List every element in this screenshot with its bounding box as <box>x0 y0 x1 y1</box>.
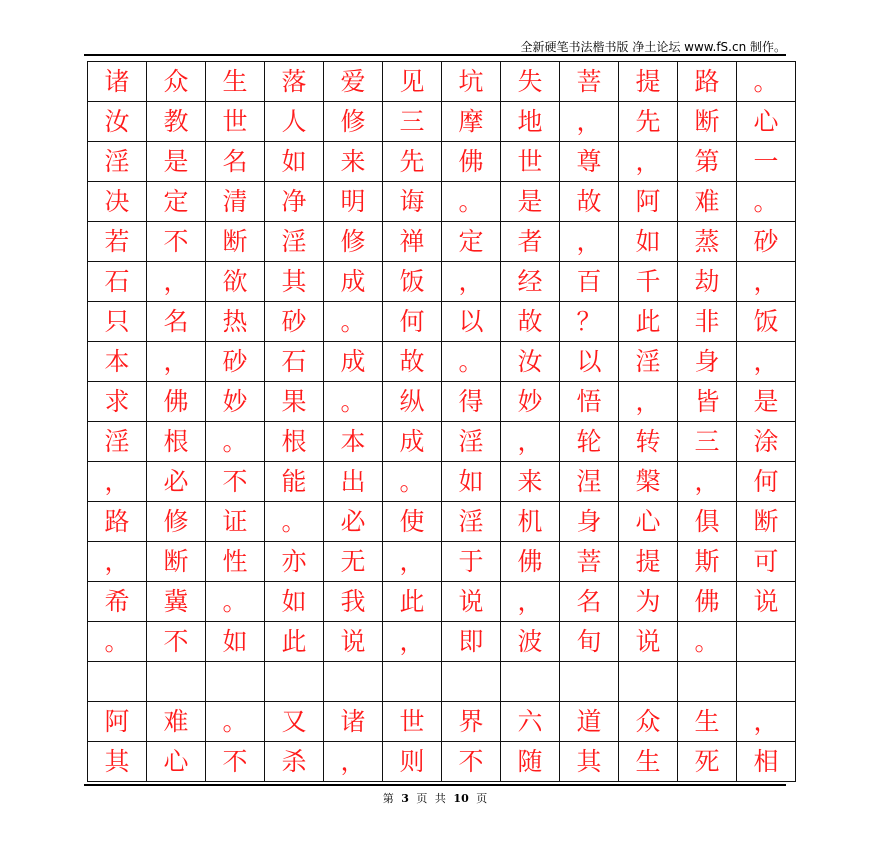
grid-cell: 妙 <box>206 382 265 422</box>
grid-cell: 性 <box>206 542 265 582</box>
grid-cell: 如 <box>265 142 324 182</box>
grid-cell: ， <box>737 342 796 382</box>
grid-cell: 失 <box>501 62 560 102</box>
grid-cell: 故 <box>501 302 560 342</box>
grid-cell: 此 <box>383 582 442 622</box>
grid-cell: 心 <box>737 102 796 142</box>
grid-cell: 机 <box>501 502 560 542</box>
grid-cell: 众 <box>619 702 678 742</box>
grid-cell <box>206 662 265 702</box>
grid-cell: 尊 <box>560 142 619 182</box>
grid-cell: ， <box>619 142 678 182</box>
grid-cell: 身 <box>678 342 737 382</box>
grid-row <box>88 302 796 342</box>
grid-cell: 经 <box>501 262 560 302</box>
grid-cell: 波 <box>501 622 560 662</box>
grid-cell: 证 <box>206 502 265 542</box>
grid-cell: 明 <box>324 182 383 222</box>
grid-cell: 只 <box>88 302 147 342</box>
grid-cell: 坑 <box>442 62 501 102</box>
grid-cell: 转 <box>619 422 678 462</box>
grid-cell: 道 <box>560 702 619 742</box>
grid-cell: 本 <box>88 342 147 382</box>
grid-cell <box>442 662 501 702</box>
grid-row <box>88 582 796 622</box>
grid-cell: 旬 <box>560 622 619 662</box>
grid-cell: 菩 <box>560 542 619 582</box>
grid-cell: 修 <box>324 222 383 262</box>
grid-cell: ， <box>383 622 442 662</box>
grid-cell: 砂 <box>737 222 796 262</box>
calligraphy-grid <box>87 61 796 782</box>
grid-cell: 能 <box>265 462 324 502</box>
grid-cell: 路 <box>678 62 737 102</box>
page-header: 全新硬笔书法楷书版 净土论坛 www.fS.cn 制作。 <box>520 40 786 54</box>
grid-cell: 。 <box>88 622 147 662</box>
grid-cell: ， <box>383 542 442 582</box>
grid-cell: 死 <box>678 742 737 782</box>
grid-cell: 纵 <box>383 382 442 422</box>
grid-cell: 此 <box>265 622 324 662</box>
grid-cell: 杀 <box>265 742 324 782</box>
grid-cell: 随 <box>501 742 560 782</box>
grid-cell: 。 <box>383 462 442 502</box>
grid-cell: 淫 <box>88 422 147 462</box>
grid-cell: 热 <box>206 302 265 342</box>
grid-cell: 心 <box>619 502 678 542</box>
grid-cell: 故 <box>560 182 619 222</box>
grid-cell <box>560 662 619 702</box>
grid-cell: 路 <box>88 502 147 542</box>
grid-cell: 求 <box>88 382 147 422</box>
grid-row <box>88 182 796 222</box>
grid-cell: ， <box>560 102 619 142</box>
grid-cell: 如 <box>206 622 265 662</box>
grid-row <box>88 742 796 782</box>
footer-suffix: 页 <box>476 792 488 805</box>
grid-cell: 砂 <box>206 342 265 382</box>
grid-cell: 断 <box>678 102 737 142</box>
grid-cell: 不 <box>206 742 265 782</box>
footer-middle: 页 共 <box>416 792 446 805</box>
grid-cell: 欲 <box>206 262 265 302</box>
grid-cell: ， <box>737 262 796 302</box>
grid-cell: 是 <box>501 182 560 222</box>
grid-cell: 为 <box>619 582 678 622</box>
grid-cell: 根 <box>265 422 324 462</box>
grid-cell: 提 <box>619 542 678 582</box>
grid-cell: 故 <box>383 342 442 382</box>
grid-cell: 来 <box>324 142 383 182</box>
grid-cell <box>147 662 206 702</box>
grid-cell: 六 <box>501 702 560 742</box>
grid-cell: 淫 <box>619 342 678 382</box>
grid-cell: 定 <box>147 182 206 222</box>
grid-cell: 阿 <box>619 182 678 222</box>
grid-cell: 其 <box>265 262 324 302</box>
grid-cell: 一 <box>737 142 796 182</box>
grid-cell: 亦 <box>265 542 324 582</box>
grid-row <box>88 422 796 462</box>
grid-cell: 佛 <box>501 542 560 582</box>
grid-cell: 断 <box>147 542 206 582</box>
grid-cell: 根 <box>147 422 206 462</box>
grid-cell: ， <box>442 262 501 302</box>
grid-cell: 其 <box>88 742 147 782</box>
grid-cell: 决 <box>88 182 147 222</box>
grid-cell: 汝 <box>501 342 560 382</box>
grid-cell: 饭 <box>383 262 442 302</box>
grid-cell: 先 <box>383 142 442 182</box>
grid-cell: 见 <box>383 62 442 102</box>
grid-cell: ， <box>88 542 147 582</box>
grid-cell <box>678 662 737 702</box>
grid-cell: 以 <box>560 342 619 382</box>
grid-cell: 摩 <box>442 102 501 142</box>
grid-cell: 名 <box>206 142 265 182</box>
grid-cell: 落 <box>265 62 324 102</box>
grid-cell: 于 <box>442 542 501 582</box>
grid-cell: 菩 <box>560 62 619 102</box>
grid-row <box>88 102 796 142</box>
grid-cell: 如 <box>619 222 678 262</box>
grid-cell: 定 <box>442 222 501 262</box>
grid-cell: ， <box>88 462 147 502</box>
grid-cell: 即 <box>442 622 501 662</box>
page-footer <box>84 790 786 806</box>
grid-cell: 皆 <box>678 382 737 422</box>
grid-cell: 成 <box>383 422 442 462</box>
grid-row <box>88 142 796 182</box>
grid-cell: 不 <box>147 222 206 262</box>
grid-cell: 生 <box>619 742 678 782</box>
grid-cell: 人 <box>265 102 324 142</box>
grid-cell: 佛 <box>147 382 206 422</box>
grid-cell: ， <box>560 222 619 262</box>
grid-row <box>88 382 796 422</box>
grid-row <box>88 622 796 662</box>
grid-row <box>88 502 796 542</box>
grid-cell: 清 <box>206 182 265 222</box>
grid-cell: 说 <box>737 582 796 622</box>
grid-cell: 不 <box>147 622 206 662</box>
grid-cell: 何 <box>737 462 796 502</box>
grid-cell: 砂 <box>265 302 324 342</box>
grid-cell: 者 <box>501 222 560 262</box>
grid-cell: 世 <box>501 142 560 182</box>
grid-cell: 相 <box>737 742 796 782</box>
grid-cell: 名 <box>147 302 206 342</box>
grid-cell: 槃 <box>619 462 678 502</box>
grid-cell: 禅 <box>383 222 442 262</box>
grid-cell: 石 <box>88 262 147 302</box>
grid-cell: 说 <box>619 622 678 662</box>
grid-cell: 无 <box>324 542 383 582</box>
grid-cell: 则 <box>383 742 442 782</box>
grid-cell: 淫 <box>265 222 324 262</box>
grid-cell: 出 <box>324 462 383 502</box>
grid-cell: 界 <box>442 702 501 742</box>
grid-row <box>88 62 796 102</box>
grid-cell: 是 <box>147 142 206 182</box>
grid-cell: 修 <box>324 102 383 142</box>
grid-cell: 说 <box>324 622 383 662</box>
grid-cell: 俱 <box>678 502 737 542</box>
grid-cell: 名 <box>560 582 619 622</box>
grid-cell: 劫 <box>678 262 737 302</box>
grid-cell: 诸 <box>324 702 383 742</box>
grid-cell: 。 <box>737 62 796 102</box>
grid-cell: 斯 <box>678 542 737 582</box>
grid-cell: 。 <box>265 502 324 542</box>
grid-row <box>88 462 796 502</box>
grid-cell <box>619 662 678 702</box>
grid-cell: ， <box>678 462 737 502</box>
grid-cell: 断 <box>206 222 265 262</box>
grid-cell: 希 <box>88 582 147 622</box>
grid-cell: 。 <box>442 342 501 382</box>
grid-cell: 心 <box>147 742 206 782</box>
grid-cell: 来 <box>501 462 560 502</box>
grid-cell: 如 <box>265 582 324 622</box>
grid-cell: 提 <box>619 62 678 102</box>
grid-cell: 世 <box>383 702 442 742</box>
grid-cell: 。 <box>206 422 265 462</box>
grid-cell: 涂 <box>737 422 796 462</box>
grid-cell: 悟 <box>560 382 619 422</box>
grid-cell: 成 <box>324 262 383 302</box>
grid-cell: 教 <box>147 102 206 142</box>
grid-cell: 若 <box>88 222 147 262</box>
grid-cell: 。 <box>678 622 737 662</box>
grid-cell <box>383 662 442 702</box>
grid-cell: ， <box>619 382 678 422</box>
grid-cell: 千 <box>619 262 678 302</box>
grid-cell: ， <box>324 742 383 782</box>
grid-cell: 淫 <box>88 142 147 182</box>
grid-cell: 净 <box>265 182 324 222</box>
grid-cell: 断 <box>737 502 796 542</box>
grid-cell: ， <box>501 422 560 462</box>
grid-cell: 阿 <box>88 702 147 742</box>
grid-cell: 妙 <box>501 382 560 422</box>
grid-cell: 以 <box>442 302 501 342</box>
grid-cell: 涅 <box>560 462 619 502</box>
grid-cell: 修 <box>147 502 206 542</box>
grid-cell: 汝 <box>88 102 147 142</box>
grid-cell: ， <box>147 342 206 382</box>
grid-cell: 难 <box>147 702 206 742</box>
grid-cell: 。 <box>324 382 383 422</box>
grid-cell: 果 <box>265 382 324 422</box>
grid-cell: 饭 <box>737 302 796 342</box>
grid-cell: 是 <box>737 382 796 422</box>
grid-row <box>88 542 796 582</box>
grid-cell: 佛 <box>442 142 501 182</box>
grid-row <box>88 222 796 262</box>
grid-cell: 蒸 <box>678 222 737 262</box>
footer-prefix: 第 <box>382 792 394 805</box>
grid-cell: 难 <box>678 182 737 222</box>
total-pages-number: 10 <box>453 792 469 805</box>
grid-cell: 身 <box>560 502 619 542</box>
grid-cell: 爱 <box>324 62 383 102</box>
grid-cell <box>737 622 796 662</box>
grid-cell: ， <box>737 702 796 742</box>
grid-cell: 生 <box>206 62 265 102</box>
footer-rule <box>84 784 786 786</box>
grid-row <box>88 262 796 302</box>
grid-cell: 必 <box>147 462 206 502</box>
grid-cell: ， <box>147 262 206 302</box>
grid-cell: 淫 <box>442 502 501 542</box>
grid-cell: 佛 <box>678 582 737 622</box>
grid-cell: 生 <box>678 702 737 742</box>
grid-cell <box>324 662 383 702</box>
grid-cell: ， <box>501 582 560 622</box>
grid-cell: 得 <box>442 382 501 422</box>
grid-row <box>88 342 796 382</box>
grid-cell <box>88 662 147 702</box>
grid-cell: 先 <box>619 102 678 142</box>
grid-cell: 何 <box>383 302 442 342</box>
grid-cell: 说 <box>442 582 501 622</box>
grid-cell: 众 <box>147 62 206 102</box>
grid-cell: 百 <box>560 262 619 302</box>
grid-cell: 地 <box>501 102 560 142</box>
grid-cell: 此 <box>619 302 678 342</box>
grid-cell: 使 <box>383 502 442 542</box>
grid-cell: 石 <box>265 342 324 382</box>
grid-cell: 本 <box>324 422 383 462</box>
grid-cell: 。 <box>737 182 796 222</box>
grid-cell: 非 <box>678 302 737 342</box>
grid-cell: 。 <box>206 702 265 742</box>
grid-cell <box>265 662 324 702</box>
grid-cell: 第 <box>678 142 737 182</box>
grid-row <box>88 702 796 742</box>
grid-cell: 三 <box>383 102 442 142</box>
grid-cell: 我 <box>324 582 383 622</box>
grid-cell: 不 <box>206 462 265 502</box>
grid-cell: 冀 <box>147 582 206 622</box>
grid-row <box>88 662 796 702</box>
grid-cell: 又 <box>265 702 324 742</box>
grid-cell: 世 <box>206 102 265 142</box>
grid-cell: 成 <box>324 342 383 382</box>
current-page-number: 3 <box>401 792 409 805</box>
header-rule <box>84 54 786 56</box>
grid-cell: 诲 <box>383 182 442 222</box>
grid-cell: 淫 <box>442 422 501 462</box>
grid-cell: 必 <box>324 502 383 542</box>
grid-cell: 。 <box>324 302 383 342</box>
grid-cell: 不 <box>442 742 501 782</box>
grid-cell: 可 <box>737 542 796 582</box>
grid-cell: 。 <box>206 582 265 622</box>
grid-cell: 三 <box>678 422 737 462</box>
grid-cell: 。 <box>442 182 501 222</box>
grid-cell <box>737 662 796 702</box>
grid-cell: 其 <box>560 742 619 782</box>
grid-cell: 轮 <box>560 422 619 462</box>
grid-cell: ？ <box>560 302 619 342</box>
grid-cell: 如 <box>442 462 501 502</box>
grid-cell: 诸 <box>88 62 147 102</box>
grid-cell <box>501 662 560 702</box>
